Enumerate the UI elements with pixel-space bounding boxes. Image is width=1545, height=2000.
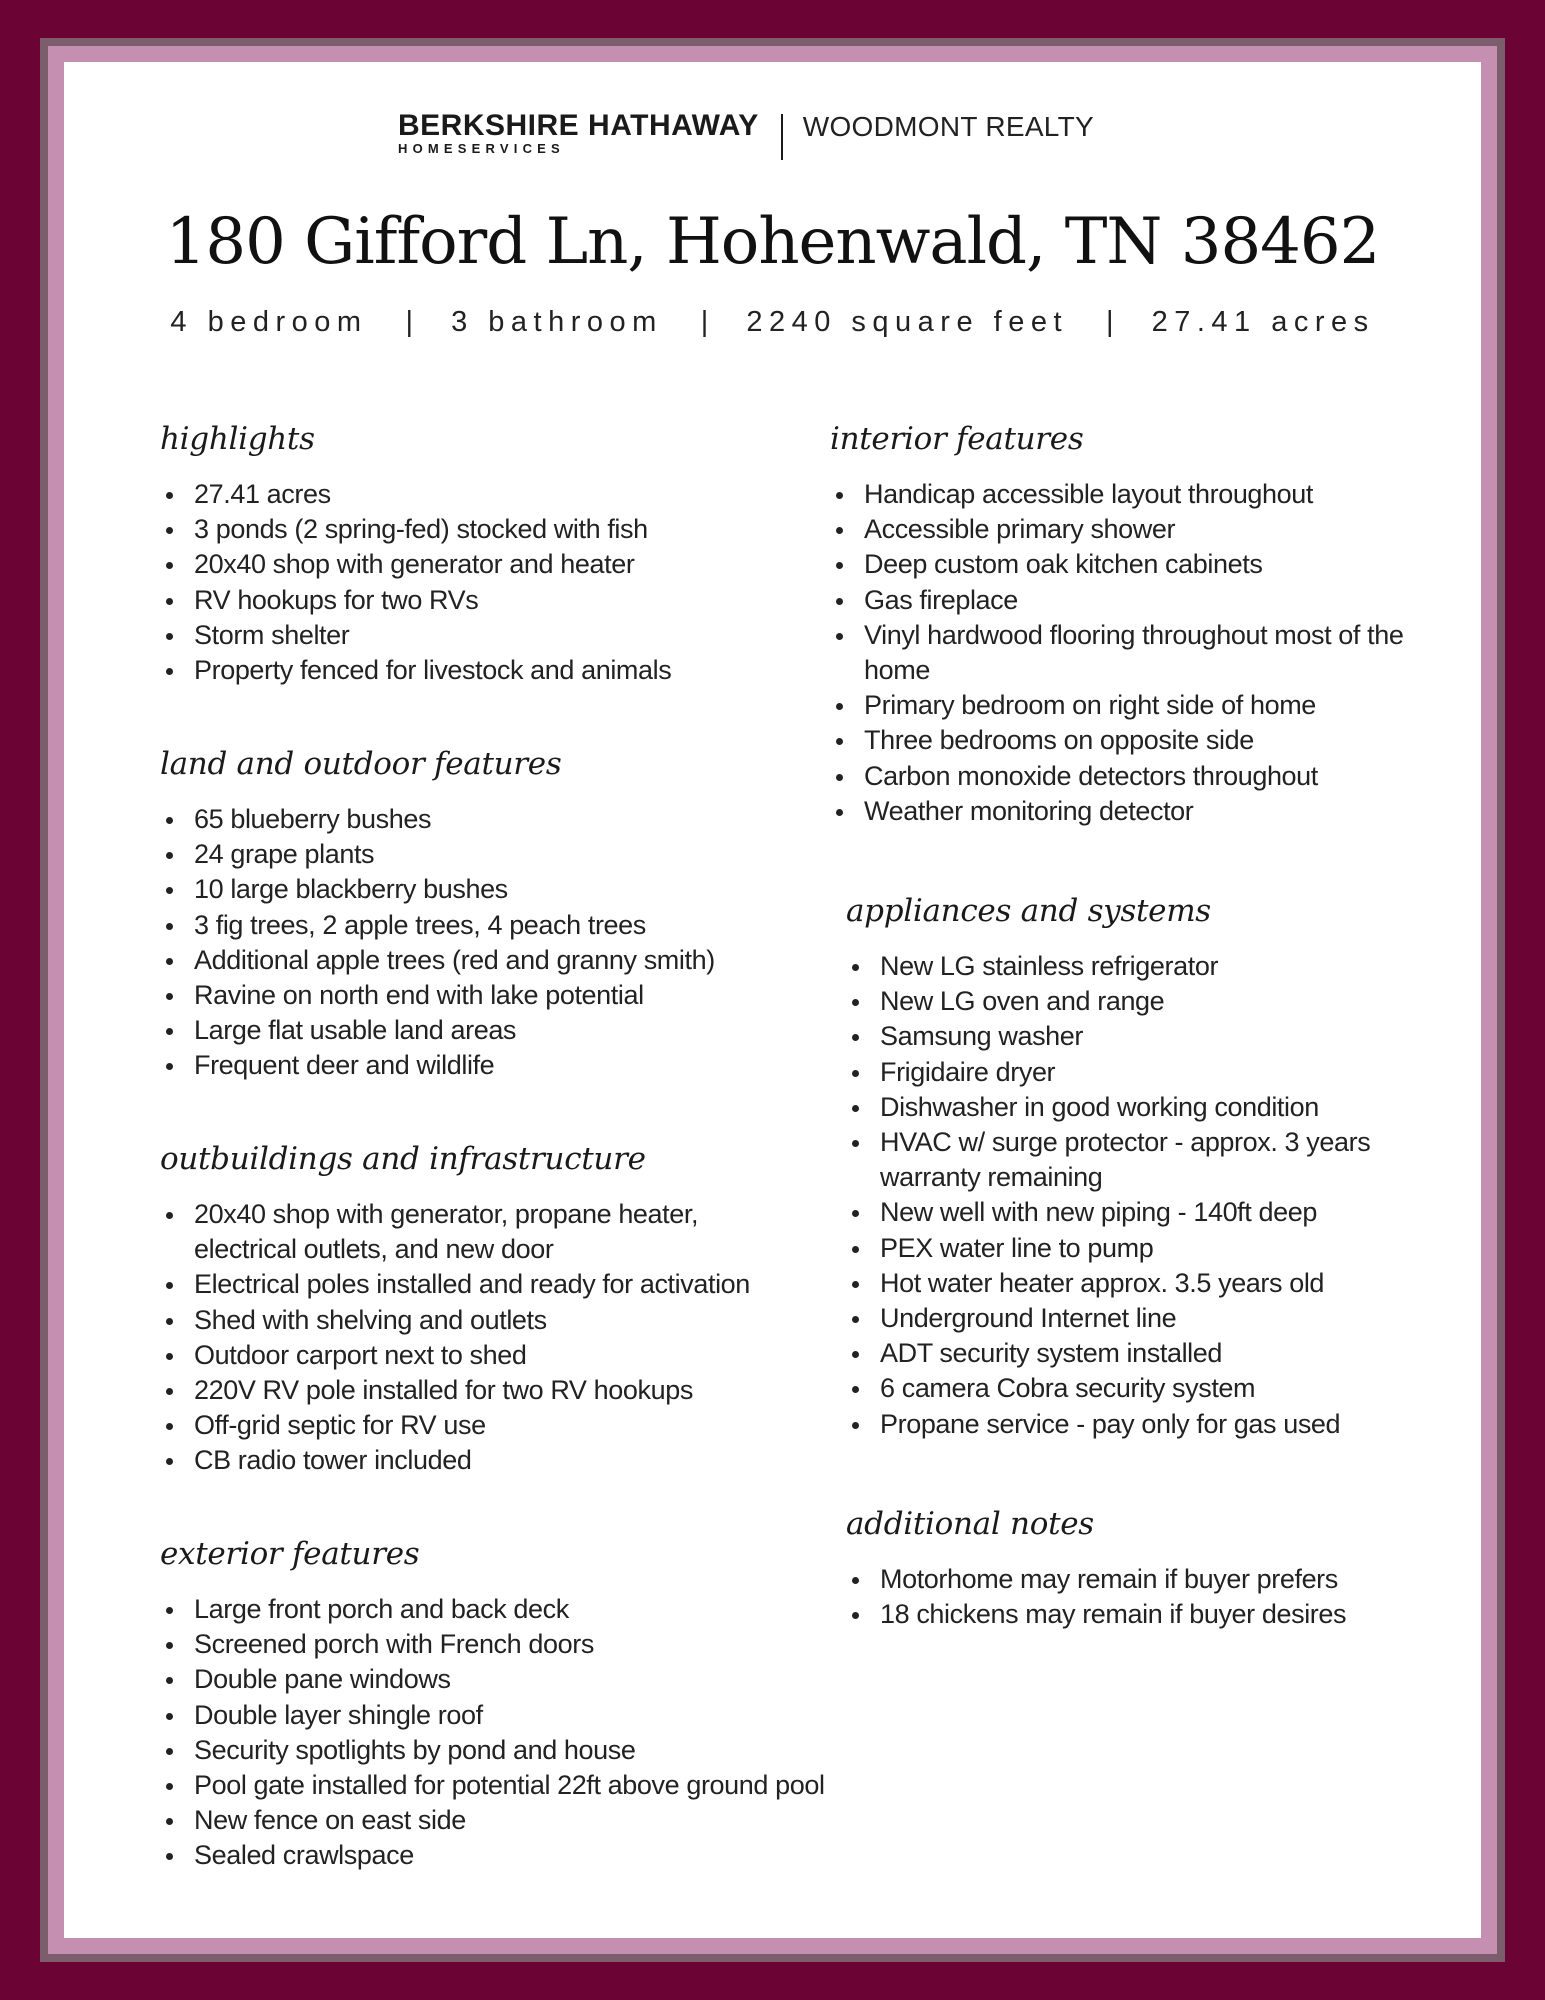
list-item: Electrical poles installed and ready for activation [160,1267,800,1302]
list-item: Frequent deer and wildlife [160,1048,880,1083]
stat-bedrooms: 4 bedroom [170,306,368,338]
list-item: Shed with shelving and outlets [160,1303,800,1338]
list-item: Underground Internet line [846,1301,1406,1336]
list-item: Propane service - pay only for gas used [846,1407,1406,1442]
list-item: 220V RV pole installed for two RV hookups [160,1373,800,1408]
list-item: Double layer shingle roof [160,1698,900,1733]
list-item: Sealed crawlspace [160,1838,900,1873]
list-item: Screened porch with French doors [160,1627,900,1662]
list-item: Large front porch and back deck [160,1592,900,1627]
list-item: RV hookups for two RVs [160,583,880,618]
feature-list [160,477,880,688]
list-item: 20x40 shop with generator, propane heater, electrical outlets, and new door [160,1197,800,1267]
list-item: Frigidaire dryer [846,1055,1406,1090]
feature-list [160,1592,900,1874]
list-item: Ravine on north end with lake potential [160,978,880,1013]
list-item: ADT security system installed [846,1336,1406,1371]
section-land-outdoor [160,744,880,1084]
list-item: CB radio tower included [160,1443,800,1478]
section-heading: exterior features [160,1536,420,1572]
list-item: Hot water heater approx. 3.5 years old [846,1266,1406,1301]
section-heading: additional notes [846,1506,1094,1542]
list-item: Motorhome may remain if buyer prefers [846,1562,1426,1597]
office-name: WOODMONT REALTY [802,111,1094,142]
list-item: New well with new piping - 140ft deep [846,1195,1406,1230]
list-item: Vinyl hardwood flooring throughout most of the home [830,618,1410,688]
list-item: Accessible primary shower [830,512,1410,547]
stat-bathrooms: 3 bathroom [451,306,663,338]
list-item: 6 camera Cobra security system [846,1371,1406,1406]
list-item: Storm shelter [160,618,880,653]
listing-address: 180 Gifford Ln, Hohenwald, TN 38462 [165,205,1380,279]
list-item: New LG stainless refrigerator [846,949,1406,984]
berkshire-logo [398,109,759,157]
list-item: Off-grid septic for RV use [160,1408,800,1443]
section-highlights [160,419,880,688]
stat-separator: | [1106,306,1114,338]
list-item: PEX water line to pump [846,1231,1406,1266]
list-item: Carbon monoxide detectors throughout [830,759,1410,794]
section-appliances [846,891,1426,1442]
section-heading: outbuildings and infrastructure [160,1141,646,1177]
list-item: Gas fireplace [830,583,1410,618]
section-heading: land and outdoor features [160,746,562,782]
list-item: 24 grape plants [160,837,880,872]
list-item: 20x40 shop with generator and heater [160,547,880,582]
list-item: Weather monitoring detector [830,794,1410,829]
section-exterior [160,1534,880,1874]
feature-list [160,1197,800,1479]
list-item: Three bedrooms on opposite side [830,723,1410,758]
list-item: 18 chickens may remain if buyer desires [846,1597,1426,1632]
list-item: New fence on east side [160,1803,900,1838]
section-heading: appliances and systems [846,893,1211,929]
brand-name: BERKSHIRE HATHAWAY [398,109,759,142]
list-item: 3 ponds (2 spring-fed) stocked with fish [160,512,880,547]
list-item: Outdoor carport next to shed [160,1338,800,1373]
section-outbuildings [160,1139,880,1479]
section-interior [830,419,1430,829]
stat-separator: | [700,306,709,338]
feature-list [830,477,1410,829]
listing-stats [0,306,1545,339]
list-item: 65 blueberry bushes [160,802,880,837]
list-item: Double pane windows [160,1662,900,1697]
feature-list [846,1562,1426,1632]
list-item: Samsung washer [846,1019,1406,1054]
list-item: Dishwasher in good working condition [846,1090,1406,1125]
list-item: Deep custom oak kitchen cabinets [830,547,1410,582]
list-item: 27.41 acres [160,477,880,512]
section-heading: highlights [160,421,315,457]
logo-divider [781,114,783,160]
stat-acres: 27.41 acres [1151,306,1375,338]
list-item: 3 fig trees, 2 apple trees, 4 peach trees [160,908,880,943]
feature-list [846,949,1406,1442]
section-additional-notes [846,1504,1426,1632]
list-item: Pool gate installed for potential 22ft above ground pool [160,1768,900,1803]
stat-separator: | [405,306,414,338]
feature-list [160,802,880,1084]
list-item: Additional apple trees (red and granny smith) [160,943,880,978]
list-item: Large flat usable land areas [160,1013,880,1048]
stat-square-feet: 2240 square feet [746,306,1069,338]
list-item: Primary bedroom on right side of home [830,688,1410,723]
section-heading: interior features [830,421,1084,457]
brokerage-logo [398,109,1094,164]
list-item: Security spotlights by pond and house [160,1733,900,1768]
list-item: Property fenced for livestock and animals [160,653,880,688]
list-item: HVAC w/ surge protector - approx. 3 years warranty remaining [846,1125,1406,1195]
list-item: Handicap accessible layout throughout [830,477,1410,512]
list-item: New LG oven and range [846,984,1406,1019]
brand-sub: HOMESERVICES [398,141,565,156]
list-item: 10 large blackberry bushes [160,872,880,907]
